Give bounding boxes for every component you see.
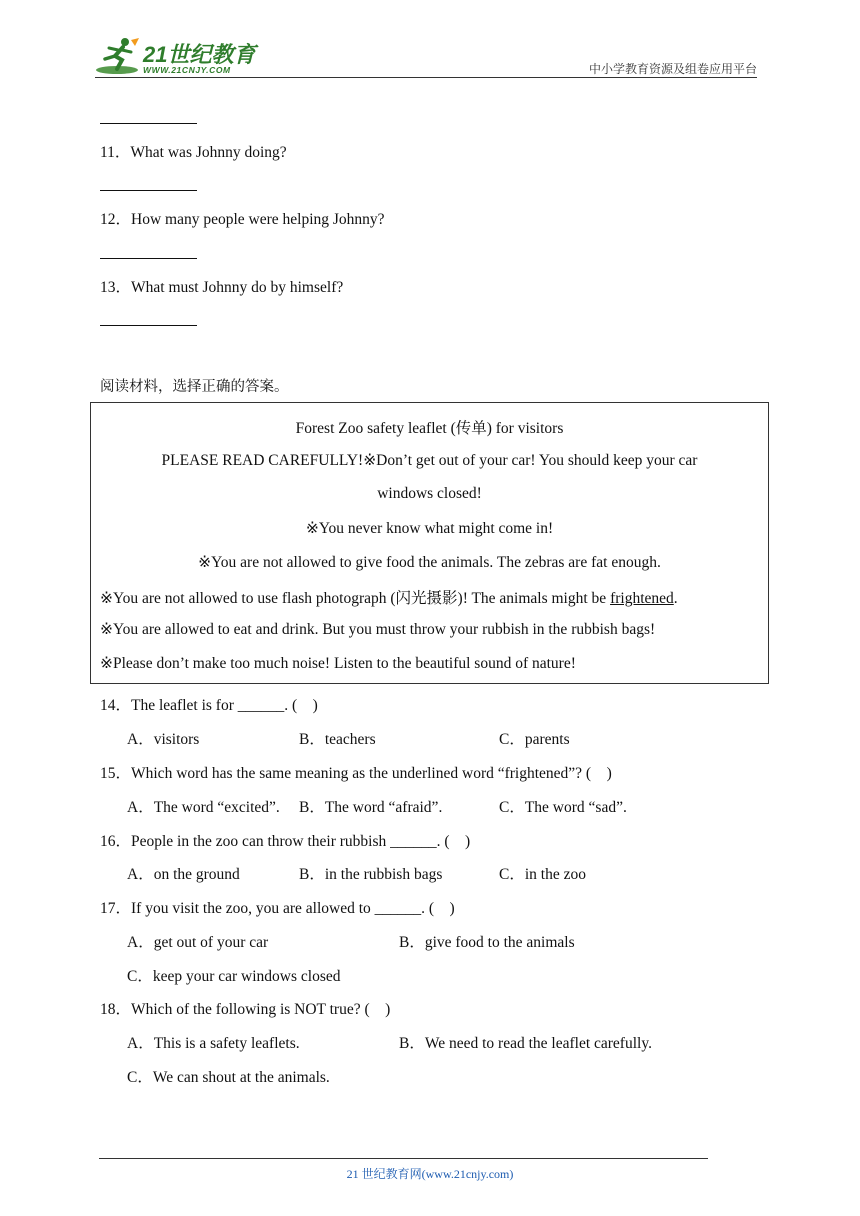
option-16b[interactable]: B．in the rubbish bags	[299, 866, 443, 883]
platform-name: 中小学教育资源及组卷应用平台	[588, 62, 757, 76]
underlined-word: frightened	[610, 590, 674, 607]
question-13: 13．What must Johnny do by himself?	[100, 279, 344, 296]
runner-logo-icon	[95, 36, 141, 76]
option-16c[interactable]: C．in the zoo	[499, 866, 586, 883]
option-15c[interactable]: C．The word “sad”.	[499, 799, 627, 816]
footer-text: 21 世纪教育网(www.21cnjy.com)	[346, 1167, 514, 1181]
leaflet-text: ※You are not allowed to use flash photograph (闪光摄影)! The animals might be	[100, 590, 611, 607]
leaflet-line: ※You are not allowed to give food the animals. The zebras are fat enough.	[198, 554, 661, 571]
option-15a[interactable]: A．The word “excited”.	[127, 799, 280, 816]
question-18: 18．Which of the following is NOT true? ( )	[100, 1001, 391, 1018]
option-17b[interactable]: B．give food to the animals	[399, 934, 575, 951]
leaflet-title: Forest Zoo safety leaflet (传单) for visitors	[295, 420, 564, 437]
footer-divider	[99, 1158, 708, 1159]
option-14c[interactable]: C．parents	[499, 731, 570, 748]
leaflet-line: ※You are allowed to eat and drink. But you must throw your rubbish in the rubbish bags!	[100, 621, 656, 638]
answer-blank-13[interactable]	[100, 325, 197, 326]
answer-blank-10[interactable]	[100, 123, 197, 124]
leaflet-line: ※You never know what might come in!	[305, 520, 554, 537]
option-17c[interactable]: C．keep your car windows closed	[127, 968, 341, 985]
leaflet-line: ※Please don’t make too much noise! Listen to the beautiful sound of nature!	[100, 655, 576, 672]
leaflet-text: .	[673, 590, 678, 607]
option-15b[interactable]: B．The word “afraid”.	[299, 799, 443, 816]
question-15: 15．Which word has the same meaning as the underlined word “frightened”? ( )	[100, 765, 612, 782]
option-14a[interactable]: A．visitors	[127, 731, 200, 748]
option-14b[interactable]: B．teachers	[299, 731, 376, 748]
question-12: 12．How many people were helping Johnny?	[100, 211, 385, 228]
option-18b[interactable]: B．We need to read the leaflet carefully.	[399, 1035, 652, 1052]
question-14: 14．The leaflet is for ______. ( )	[100, 697, 318, 714]
answer-blank-12[interactable]	[100, 258, 197, 259]
site-logo	[95, 34, 265, 78]
logo-url: WWW.21CNJY.COM	[143, 65, 231, 75]
page-header	[95, 34, 757, 80]
logo-title: 21世纪教育	[143, 42, 256, 67]
answer-blank-11[interactable]	[100, 190, 197, 191]
reading-passage-box	[90, 402, 769, 684]
section-instruction: 阅读材料，选择正确的答案。	[100, 379, 289, 395]
option-18c[interactable]: C．We can shout at the animals.	[127, 1069, 330, 1086]
leaflet-line	[100, 586, 777, 608]
option-17a[interactable]: A．get out of your car	[127, 934, 269, 951]
question-16: 16．People in the zoo can throw their rubbish ______. ( )	[100, 833, 471, 850]
option-18a[interactable]: A．This is a safety leaflets.	[127, 1035, 300, 1052]
leaflet-line: PLEASE READ CAREFULLY!※Don’t get out of your car! You should keep your car	[161, 452, 698, 469]
header-divider	[95, 77, 757, 78]
question-17: 17．If you visit the zoo, you are allowed to ______. ( )	[100, 900, 455, 917]
question-11: 11．What was Johnny doing?	[100, 144, 287, 161]
option-16a[interactable]: A．on the ground	[127, 866, 240, 883]
leaflet-line: windows closed!	[377, 485, 482, 502]
